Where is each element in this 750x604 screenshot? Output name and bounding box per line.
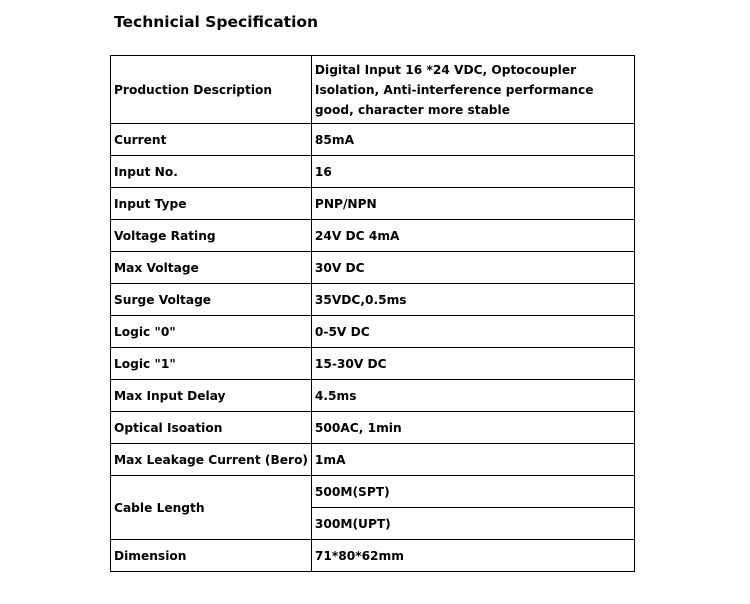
table-row	[111, 476, 635, 508]
table-row	[111, 444, 635, 476]
spec-table	[110, 55, 635, 572]
spec-label: Dimension	[111, 540, 312, 572]
table-row	[111, 316, 635, 348]
spec-value: 16	[311, 156, 634, 188]
spec-label: Production Description	[111, 56, 312, 124]
table-row	[111, 220, 635, 252]
spec-value: 35VDC,0.5ms	[311, 284, 634, 316]
spec-value: 15-30V DC	[311, 348, 634, 380]
spec-value: 500AC, 1min	[311, 412, 634, 444]
spec-label: Input Type	[111, 188, 312, 220]
spec-value: Digital Input 16 *24 VDC, Optocoupler Isolation, Anti-interference performance good, character more stable	[311, 56, 634, 124]
table-row	[111, 156, 635, 188]
spec-value: 30V DC	[311, 252, 634, 284]
spec-value: 1mA	[311, 444, 634, 476]
spec-label: Max Input Delay	[111, 380, 312, 412]
page-title: Technicial Specification	[114, 13, 319, 31]
spec-label: Input No.	[111, 156, 312, 188]
spec-value: PNP/NPN	[311, 188, 634, 220]
spec-value: 24V DC 4mA	[311, 220, 634, 252]
spec-label: Surge Voltage	[111, 284, 312, 316]
spec-value: 500M(SPT)	[311, 476, 634, 508]
spec-label: Logic "1"	[111, 348, 312, 380]
table-row	[111, 284, 635, 316]
table-row	[111, 252, 635, 284]
table-row	[111, 380, 635, 412]
table-row	[111, 412, 635, 444]
spec-label: Optical Isoation	[111, 412, 312, 444]
spec-value: 85mA	[311, 124, 634, 156]
spec-value: 0-5V DC	[311, 316, 634, 348]
table-row	[111, 56, 635, 124]
spec-label: Max Leakage Current (Bero)	[111, 444, 312, 476]
table-row	[111, 124, 635, 156]
spec-label: Max Voltage	[111, 252, 312, 284]
table-row	[111, 188, 635, 220]
spec-value: 300M(UPT)	[311, 508, 634, 540]
spec-label: Cable Length	[111, 476, 312, 540]
spec-value: 71*80*62mm	[311, 540, 634, 572]
spec-label: Voltage Rating	[111, 220, 312, 252]
spec-label: Logic "0"	[111, 316, 312, 348]
table-row	[111, 348, 635, 380]
spec-label: Current	[111, 124, 312, 156]
spec-value: 4.5ms	[311, 380, 634, 412]
table-row	[111, 540, 635, 572]
